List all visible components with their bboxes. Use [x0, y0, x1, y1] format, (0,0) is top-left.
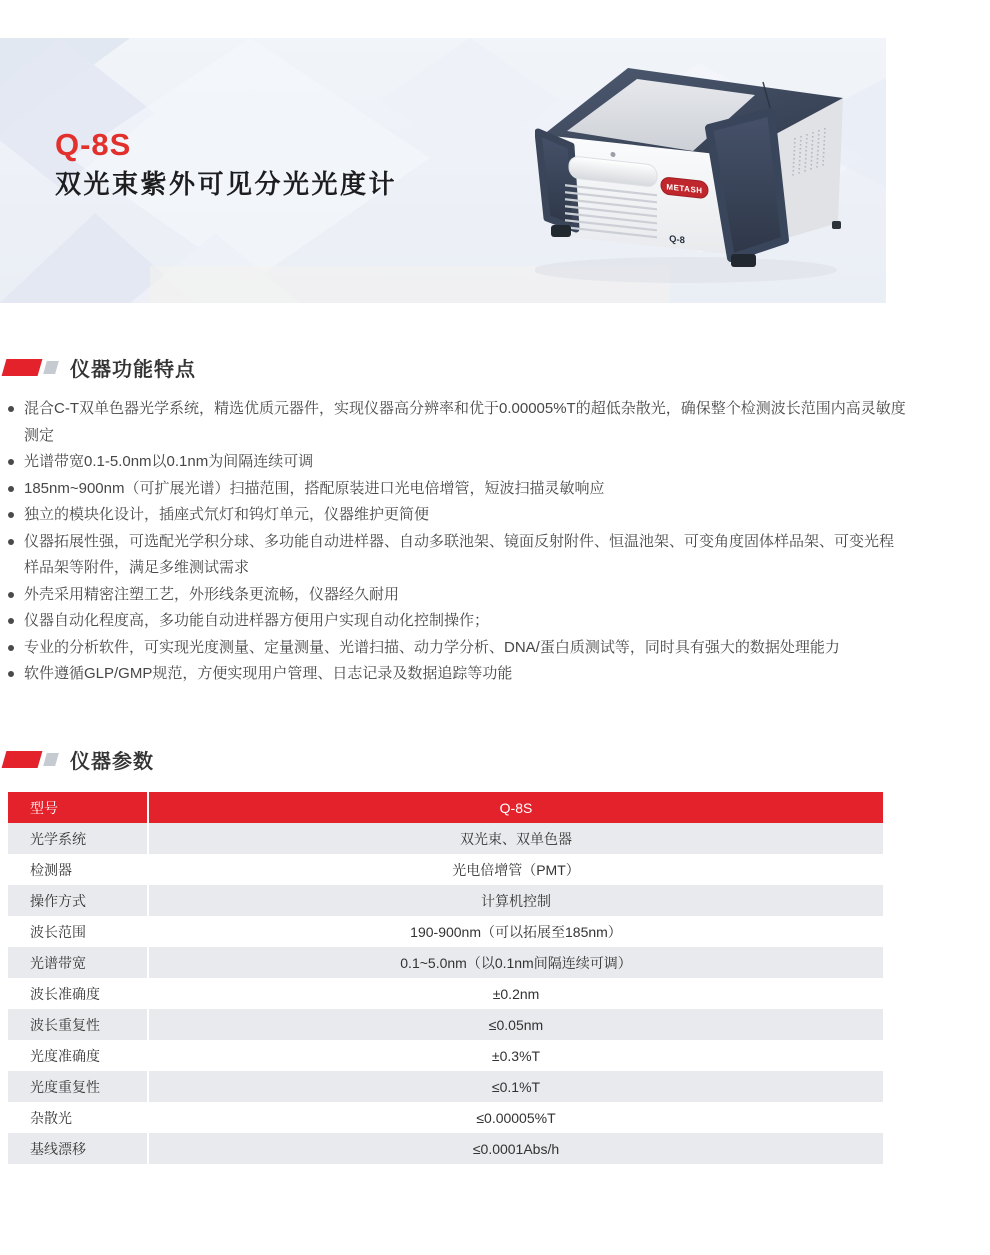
gray-parallelogram-decoration — [43, 361, 59, 374]
specs-section-heading — [4, 748, 154, 773]
table-row — [8, 947, 883, 978]
table-row — [8, 978, 883, 1009]
features-list — [8, 396, 906, 688]
spec-value: 190-900nm（可以拓展至185nm） — [148, 916, 883, 947]
spec-value: 计算机控制 — [148, 885, 883, 916]
device-foot-right — [832, 221, 841, 229]
features-heading-text: 仪器功能特点 — [70, 358, 196, 381]
spec-value: 光电倍增管（PMT） — [148, 854, 883, 885]
spec-value: ≤0.0001Abs/h — [148, 1133, 883, 1164]
spec-label: 光谱带宽 — [8, 947, 148, 978]
gray-parallelogram-decoration — [43, 753, 59, 766]
spec-label: 光学系统 — [8, 823, 148, 854]
specs-heading-text: 仪器参数 — [70, 750, 154, 773]
table-row — [8, 854, 883, 885]
feature-item: 混合C-T双单色器光学系统，精选优质元器件，实现仪器高分辨率和优于0.00005%T的超低杂散光，确保整个检测波长范围内高灵敏度测定 — [8, 396, 906, 449]
specs-table-header-row — [8, 792, 883, 823]
feature-item: 仪器自动化程度高，多功能自动进样器方便用户实现自动化控制操作； — [8, 608, 906, 635]
features-section-heading — [4, 356, 196, 381]
feature-item: 专业的分析软件，可实现光度测量、定量测量、光谱扫描、动力学分析、DNA/蛋白质测试等，同时具有强大的数据处理能力 — [8, 635, 906, 662]
spec-label: 光度准确度 — [8, 1040, 148, 1071]
device-model-label: Q-8 — [669, 233, 685, 247]
spec-label: 检测器 — [8, 854, 148, 885]
feature-item: 软件遵循GLP/GMP规范，方便实现用户管理、日志记录及数据追踪等功能 — [8, 661, 906, 688]
table-row — [8, 1009, 883, 1040]
device-foot-front — [731, 254, 756, 267]
feature-item: 独立的模块化设计，插座式氘灯和钨灯单元，仪器维护更简便 — [8, 502, 906, 529]
feature-item: 外壳采用精密注塑工艺，外形线条更流畅，仪器经久耐用 — [8, 582, 906, 609]
specs-table — [8, 792, 883, 1164]
spec-value: 0.1~5.0nm（以0.1nm间隔连续可调） — [148, 947, 883, 978]
spec-header-value: Q-8S — [148, 792, 883, 823]
table-row — [8, 823, 883, 854]
brand-badge-text: METASH — [666, 182, 703, 196]
table-row — [8, 1040, 883, 1071]
device-foot-left — [551, 225, 571, 237]
table-row — [8, 1071, 883, 1102]
hero-banner — [0, 38, 886, 303]
spec-value: 双光束、双单色器 — [148, 823, 883, 854]
hero-title-block — [55, 128, 397, 199]
spec-label: 波长范围 — [8, 916, 148, 947]
spec-value: ≤0.1%T — [148, 1071, 883, 1102]
spec-label: 波长重复性 — [8, 1009, 148, 1040]
table-row — [8, 1102, 883, 1133]
table-row — [8, 1133, 883, 1164]
feature-item: 185nm~900nm（可扩展光谱）扫描范围，搭配原装进口光电倍增管，短波扫描灵敏响应 — [8, 476, 906, 503]
feature-item: 光谱带宽0.1-5.0nm以0.1nm为间隔连续可调 — [8, 449, 906, 476]
spec-label: 波长准确度 — [8, 978, 148, 1009]
spectrophotometer-product-image — [535, 68, 847, 290]
red-parallelogram-decoration — [2, 751, 43, 768]
spec-value: ≤0.05nm — [148, 1009, 883, 1040]
product-model-title: Q-8S — [55, 127, 132, 162]
spec-label: 基线漂移 — [8, 1133, 148, 1164]
feature-item: 仪器拓展性强，可选配光学积分球、多功能自动进样器、自动多联池架、镜面反射附件、恒温池架、可变角度固体样品架、可变光程样品架等附件，满足多维测试需求 — [8, 529, 906, 582]
spec-label: 杂散光 — [8, 1102, 148, 1133]
red-parallelogram-decoration — [2, 359, 43, 376]
spec-value: ≤0.00005%T — [148, 1102, 883, 1133]
spec-value: ±0.3%T — [148, 1040, 883, 1071]
table-row — [8, 885, 883, 916]
spec-label: 光度重复性 — [8, 1071, 148, 1102]
table-row — [8, 916, 883, 947]
product-name-title: 双光束紫外可见分光光度计 — [55, 169, 398, 199]
spec-value: ±0.2nm — [148, 978, 883, 1009]
spec-header-label: 型号 — [8, 792, 148, 823]
spec-label: 操作方式 — [8, 885, 148, 916]
device-shadow — [535, 257, 837, 283]
